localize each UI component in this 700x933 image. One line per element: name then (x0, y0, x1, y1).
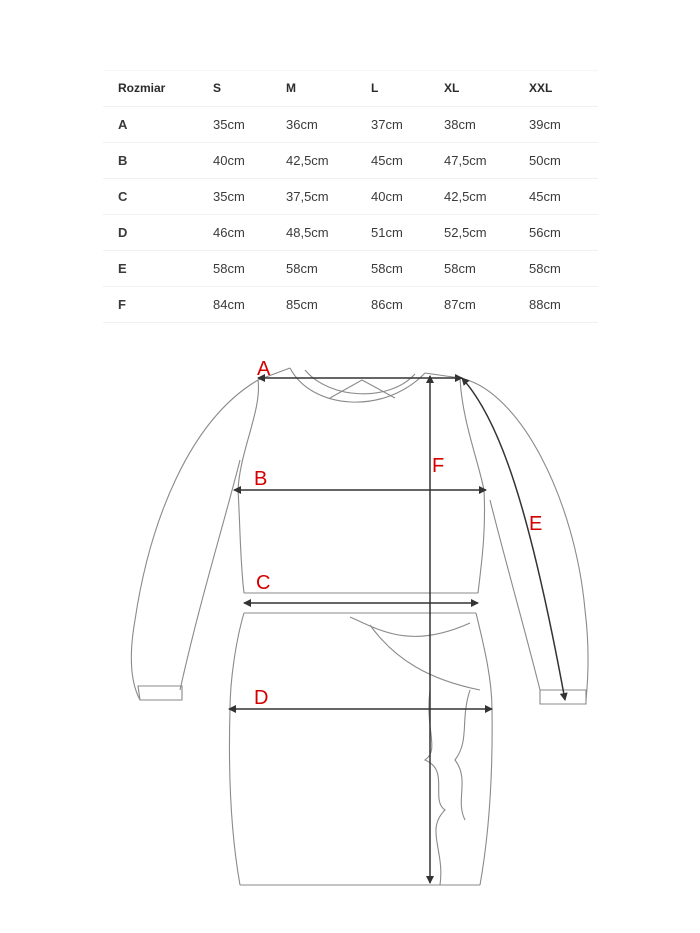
table-cell: 40cm (213, 153, 245, 168)
table-cell: 58cm (286, 261, 318, 276)
table-cell: 46cm (213, 225, 245, 240)
table-cell: 38cm (444, 117, 476, 132)
header-rozmiar: Rozmiar (118, 81, 166, 95)
row-label: C (118, 189, 128, 204)
header-size-l: L (371, 81, 379, 95)
table-cell: 51cm (371, 225, 403, 240)
header-size-m: M (286, 81, 296, 95)
table-cell: 52,5cm (444, 225, 487, 240)
table-cell: 50cm (529, 153, 561, 168)
table-cell: 40cm (371, 189, 403, 204)
measure-line-e (462, 378, 565, 700)
table-cell: 58cm (444, 261, 476, 276)
header-size-xxl: XXL (529, 81, 553, 95)
measurement-lines (229, 376, 565, 883)
label-a: A (257, 358, 271, 380)
label-d: D (254, 687, 269, 709)
table-cell: 85cm (286, 297, 318, 312)
table-cell: 58cm (371, 261, 403, 276)
dress-outline (131, 368, 588, 885)
table-cell: 35cm (213, 117, 245, 132)
table-cell: 37cm (371, 117, 403, 132)
table-cell: 48,5cm (286, 225, 329, 240)
table-cell: 88cm (529, 297, 561, 312)
table-cell: 87cm (444, 297, 476, 312)
table-cell: 39cm (529, 117, 561, 132)
table-cell: 37,5cm (286, 189, 329, 204)
table-cell: 58cm (213, 261, 245, 276)
table-cell: 42,5cm (286, 153, 329, 168)
table-cell: 84cm (213, 297, 245, 312)
table-cell: 56cm (529, 225, 561, 240)
label-f: F (432, 455, 445, 477)
label-e: E (529, 513, 543, 535)
table-cell: 45cm (529, 189, 561, 204)
table-cell: 36cm (286, 117, 318, 132)
table-cell: 35cm (213, 189, 245, 204)
table-cell: 47,5cm (444, 153, 487, 168)
table-cell: 42,5cm (444, 189, 487, 204)
row-label: E (118, 261, 127, 276)
label-b: B (254, 468, 268, 490)
table-cell: 58cm (529, 261, 561, 276)
header-size-s: S (213, 81, 222, 95)
row-label: D (118, 225, 128, 240)
row-label: F (118, 297, 126, 312)
header-size-xl: XL (444, 81, 460, 95)
table-cell: 45cm (371, 153, 403, 168)
row-label: B (118, 153, 128, 168)
table-cell: 86cm (371, 297, 403, 312)
label-c: C (256, 572, 271, 594)
row-label: A (118, 117, 128, 132)
